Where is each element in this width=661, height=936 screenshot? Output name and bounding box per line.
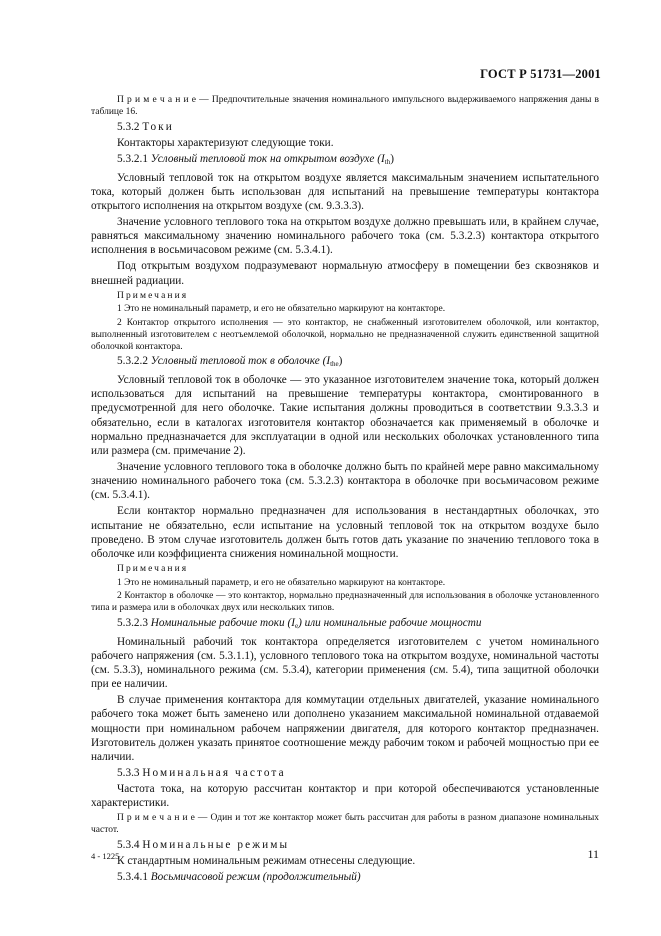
text-run: Значение условного теплового тока в оболочке должно быть по крайней мере равно максимальному значению номинального рабочего тока (см. 5.3.2.3) контактора в оболочке при восьмичасовом режиме (см. 5.3.4.1). [91,461,599,502]
note-paragraph [91,590,599,614]
subscript: the [330,360,339,369]
section-heading [91,152,599,169]
note-paragraph [91,812,599,836]
text-run: I [326,355,331,368]
body-paragraph [91,136,599,150]
body-paragraph [91,259,599,287]
text-run: Примечания [117,564,189,575]
text-run: Частота тока, на которую рассчитан контактор и при которой обеспечиваются установленные характеристики. [91,782,599,810]
body-paragraph [91,460,599,503]
section-heading [91,766,599,780]
document-header: ГОСТ Р 51731—2001 [480,67,601,81]
text-run: Условный тепловой ток на открытом воздухе является максимальным значением испытательного тока, который должен быть использован для испытаний на превышение температуры контактора открытого исполнения на открытом воздухе (см. 9.3.3.3). [91,171,599,212]
text-run: П р и м е ч а н и е — Предпочтительные значения номинального импульсного выдерживаемого напряжения даны в таблице 16. [91,95,599,117]
body-paragraph [91,693,599,764]
note-paragraph [91,577,599,589]
text-run: Примечания [117,290,189,301]
body-paragraph [91,504,599,561]
document-body [91,94,599,886]
section-heading [91,616,599,633]
note-paragraph [91,317,599,353]
page-number: 11 [587,847,599,861]
text-run: 5.3.4.1 [117,870,151,883]
text-run: Условный тепловой ток в оболочке — это указанное изготовителем значение тока, который должен использоваться для испытаний на превышение температуры контактора, смонтированного в предусмотренной для него оболочке. Такие испытания должны проводиться в соответствии 9.3.3.3 и обязательно, если в каталогах изготовителя контактор обозначается как применяемый в оболочке и нормально предназначается для эксплуатации в одной или нескольких оболочках установленного типа или размера (см. примечание 2). [91,374,599,458]
text-run: ) [338,355,343,368]
subscript: th [384,157,391,166]
text-run: I [291,616,295,629]
text-run: 5.3.2.1 [117,152,151,165]
note-paragraph [91,303,599,315]
text-run: Значение условного теплового тока на открытом воздухе должно превышать или, в крайнем случае, равняться максимальному значению номинального рабочего тока (см. 5.3.2.3) контактора открытого исполнения в восьмичасовом режиме (см. 5.3.4.1). [91,215,599,257]
section-heading [91,354,599,371]
text-run: Контакторы характеризуют следующие токи. [117,136,334,149]
text-run: Восьмичасовой режим (продолжительный) [150,870,361,883]
body-paragraph [91,854,599,868]
text-run: В случае применения контактора для коммутации отдельных двигателей, указание номинального рабочего тока может быть заменено или дополнено указанием максимальной номинальной отдаваемой мощности при номинальном рабочем напряжении двигателя, для которого контактор предназначен. Изготовитель должен указать принятое соотношение между рабочим током и рабочей мощностью при ее наличии. [91,694,599,763]
body-paragraph [91,782,599,810]
text-run: 5.3.2.3 [117,616,151,629]
section-heading [91,870,599,884]
text-run: Условный тепловой ток в оболочке ( [150,355,327,368]
text-run: Номинальный рабочий ток контактора определяется изготовителем с учетом номинального рабочего напряжения (см. 5.3.1.1), условного теплового тока на открытом воздухе, номинальной частоты (см. 5.3.3), номинального режима (см. 5.3.4), категории применения (см. 5.4), типа защитной оболочки при ее наличии. [91,635,599,691]
text-run: П р и м е ч а н и е — Один и тот же контактор может быть рассчитан для работы в разном диапазоне номинальных частот. [91,813,599,836]
text-run: Под открытым воздухом подразумевают нормальную атмосферу в помещении без сквозняков и внешней радиации. [91,260,599,287]
text-run: I [380,152,385,165]
text-run: Номинальные режимы [142,838,290,851]
text-run: 5.3.2.2 [117,355,151,368]
section-heading [91,120,599,134]
note-paragraph [91,563,599,575]
text-run: 2 Контактор в оболочке — это контактор, нормально предназначенный для использования в оболочке установленного типа и размера или в оболочках двух или нескольких типов. [91,591,599,614]
body-paragraph [91,373,599,458]
text-run: Номинальная частота [142,766,286,779]
note-paragraph [91,94,599,118]
subscript: e [294,621,299,630]
text-run: 5.3.3 [117,766,143,779]
body-paragraph [91,171,599,214]
body-paragraph [91,215,599,258]
text-run: 2 Контактор открытого исполнения — это контактор, не снабженный изготовителем оболочкой, или контактор, выполненный изготовителем с неотъемлемой оболочкой, нормально не предназначенной служить единственной защитной оболочкой контактора. [91,317,599,352]
text-run: 5.3.4 [117,838,143,851]
section-heading [91,838,599,852]
text-run: Номинальные рабочие токи ( [150,616,292,629]
text-run: К стандартным номинальным режимам отнесены следующие. [117,854,416,867]
text-run: ) [390,152,394,165]
text-run: Если контактор нормально предназначен для использования в нестандартных оболочках, это испытание не обязательно, если испытание на условный тепловой ток на открытом воздухе было проведено. В этом случае изготовитель должен быть готов дать указание по значению теплового тока в оболочке или коэффициента снижения номинальной мощности. [91,505,599,561]
text-run: Условный тепловой ток на открытом воздухе ( [150,152,381,165]
print-code: 4 - 1225 [91,851,120,861]
text-run: 1 Это не номинальный параметр, и его не обязательно маркируют на контакторе. [117,577,446,588]
text-run: 5.3.2 [117,120,143,133]
body-paragraph [91,635,599,692]
note-paragraph [91,290,599,302]
text-run: Токи [142,120,174,133]
text-run: 1 Это не номинальный параметр, и его не обязательно маркируют на контакторе. [117,304,446,315]
text-run: ) или номинальные рабочие мощности [298,616,482,629]
